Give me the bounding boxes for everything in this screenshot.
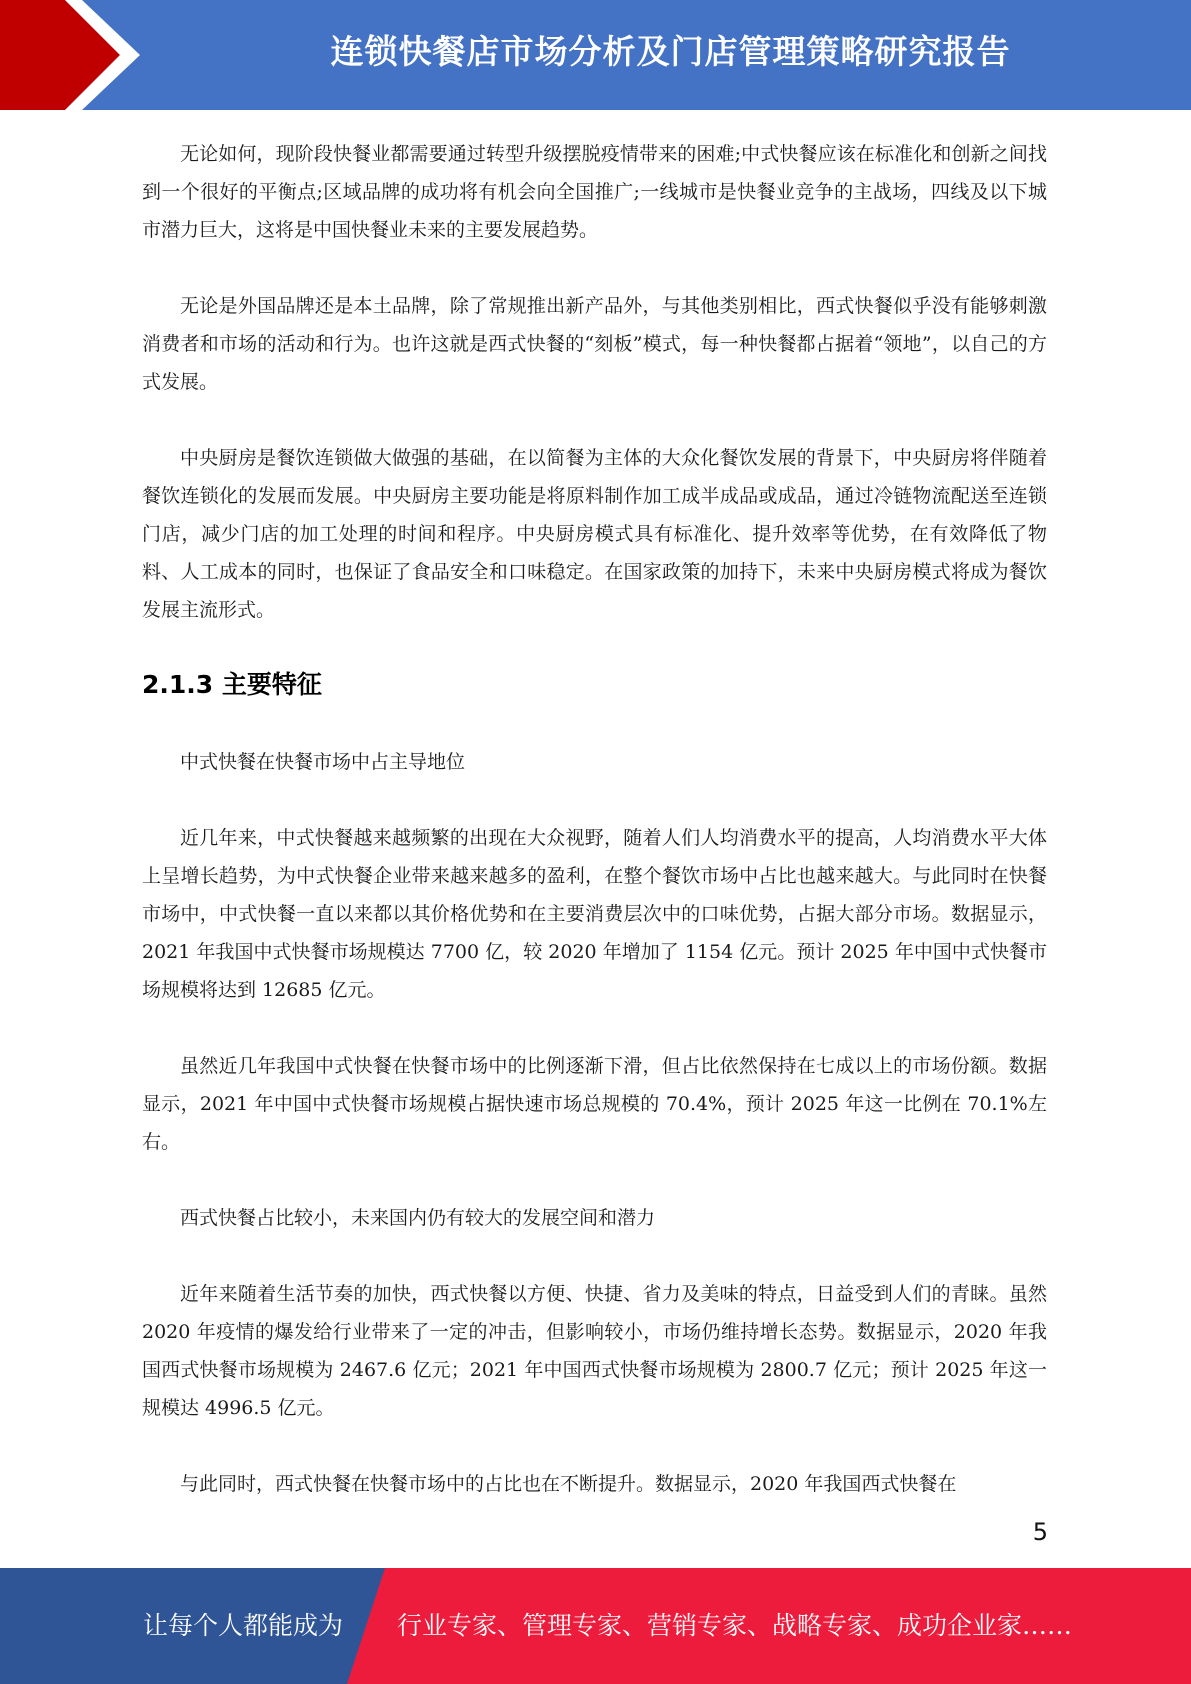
subsection-lead: 中式快餐在快餐市场中占主导地位 bbox=[180, 751, 466, 773]
paragraph: 中央厨房是餐饮连锁做大做强的基础，在以简餐为主体的大众化餐饮发展的背景下，中央厨房将伴随着餐饮连锁化的发展而发展。中央厨房主要功能是将原料制作加工成半成品或成品，通过冷链物流配送至连锁门店，减少门店的加工处理的时间和程序。中央厨房模式具有标准化、提升效率等优势，在有效降低了物料、人工成本的同时，也保证了食品安全和口味稳定。在国家政策的加持下，未来中央厨房模式将成为餐饮发展主流形式。 bbox=[142, 447, 1047, 621]
chevron-red-block bbox=[0, 0, 120, 110]
paragraph: 近年来随着生活节奏的加快，西式快餐以方便、快捷、省力及美味的特点，日益受到人们的青睐。虽然 2020 年疫情的爆发给行业带来了一定的冲击，但影响较小，市场仍维持增长态势。数据显示，2020 年我国西式快餐市场规模为 2467.6 亿元；2021 年中国西式快餐市场规模为 2800.7 亿元；预计 2025 年这一规模达 4996.5 亿元。 bbox=[142, 1283, 1047, 1419]
paragraph: 虽然近几年我国中式快餐在快餐市场中的比例逐渐下滑，但占比依然保持在七成以上的市场份额。数据显示，2021 年中国中式快餐市场规模占据快速市场总规模的 70.4%，预计 2025 年这一比例在 70.1%左右。 bbox=[142, 1055, 1047, 1153]
paragraph: 无论如何，现阶段快餐业都需要通过转型升级摆脱疫情带来的困难;中式快餐应该在标准化和创新之间找到一个很好的平衡点;区域品牌的成功将有机会向全国推广;一线城市是快餐业竞争的主战场，四线及以下城市潜力巨大，这将是中国快餐业未来的主要发展趋势。 bbox=[142, 143, 1047, 241]
paragraph: 与此同时，西式快餐在快餐市场中的占比也在不断提升。数据显示，2020 年我国西式快餐在 bbox=[180, 1473, 957, 1495]
page-number: 5 bbox=[1032, 1518, 1048, 1546]
paragraph: 无论是外国品牌还是本土品牌，除了常规推出新产品外，与其他类别相比，西式快餐似乎没有能够刺激消费者和市场的活动和行为。也许这就是西式快餐的“刻板”模式，每一种快餐都占据着“领地”，以自己的方式发展。 bbox=[142, 295, 1047, 393]
header-title: 连锁快餐店市场分析及门店管理策略研究报告 bbox=[330, 32, 1011, 71]
footer-slogan-right: 行业专家、管理专家、营销专家、战略专家、成功企业家…… bbox=[397, 1611, 1073, 1640]
section-heading: 2.1.3 主要特征 bbox=[142, 670, 322, 699]
footer-slogan-left: 让每个人都能成为 bbox=[143, 1611, 344, 1640]
subsection-lead: 西式快餐占比较小，未来国内仍有较大的发展空间和潜力 bbox=[180, 1207, 656, 1229]
page-footer bbox=[0, 1568, 1191, 1684]
paragraph: 近几年来，中式快餐越来越频繁的出现在大众视野，随着人们人均消费水平的提高，人均消费水平大体上呈增长趋势，为中式快餐企业带来越来越多的盈利，在整个餐饮市场中占比也越来越大。与此同时在快餐市场中，中式快餐一直以来都以其价格优势和在主要消费层次中的口味优势，占据大部分市场。数据显示，2021 年我国中式快餐市场规模达 7700 亿，较 2020 年增加了 1154 亿元。预计 2025 年中国中式快餐市场规模将达到 12685 亿元。 bbox=[142, 827, 1047, 1001]
header-chevron-icon bbox=[0, 0, 160, 110]
page-header bbox=[0, 0, 1191, 110]
document-body bbox=[142, 135, 1047, 1541]
